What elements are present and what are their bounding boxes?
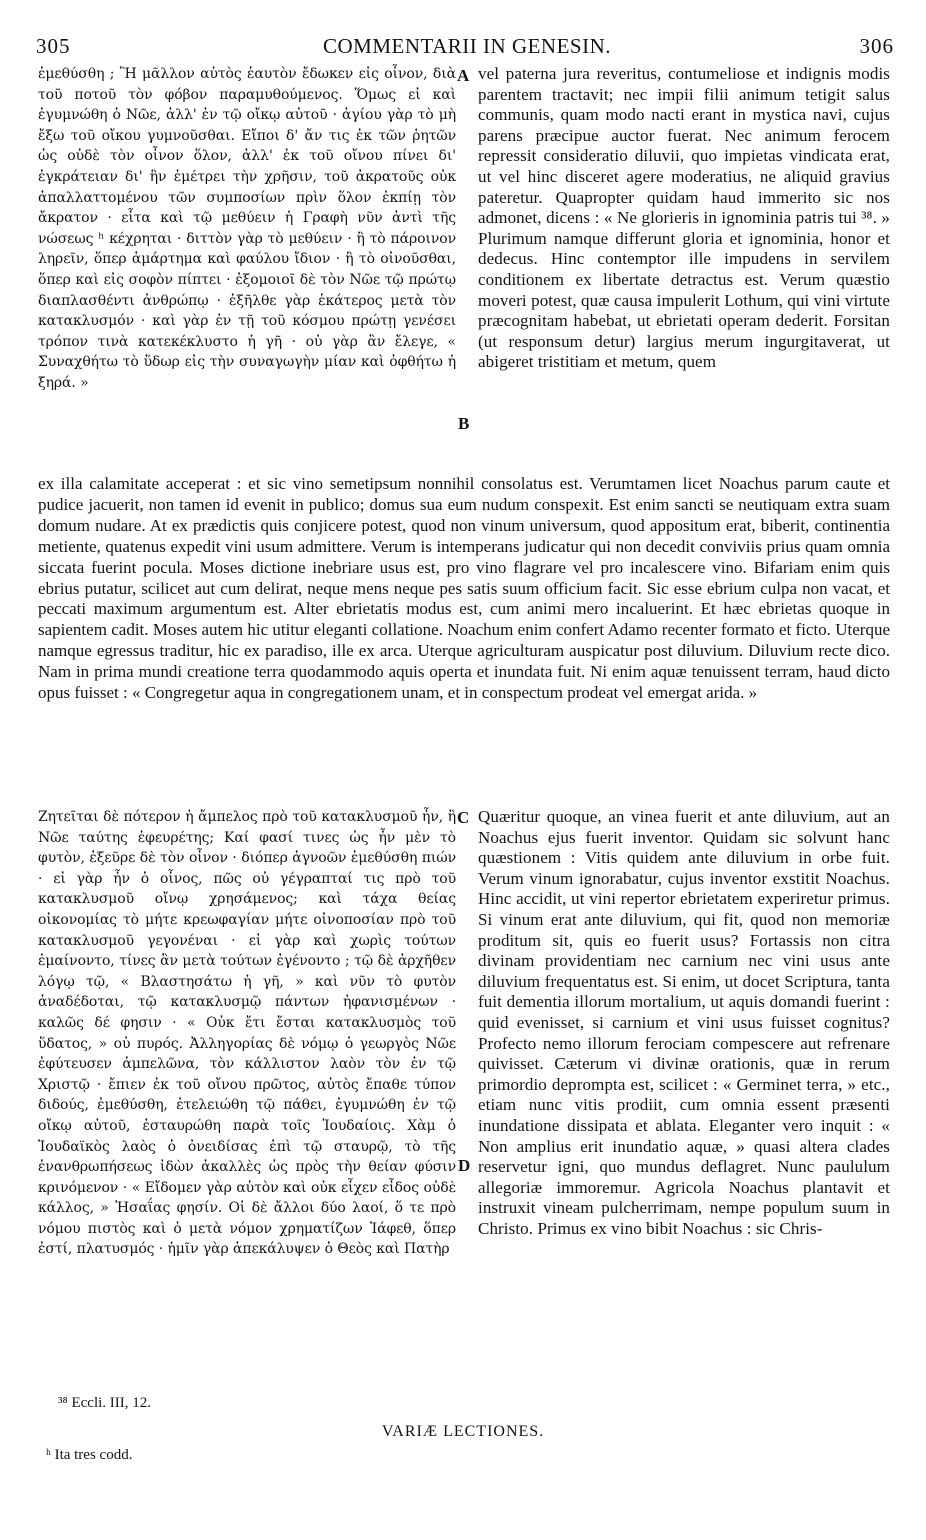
latin-column-top: vel paterna jura reveritus, contumeliose et indignis modis parentem tractavit; nec impii filii animum tetigit salus communis, quam modo nacti erant in mystica navi, cujus parens præcipue auctor fuerat. Nec animum ferocem repressit consideratio diluvii, quo impietas vindicata erat, ut vel hinc disceret agere moderatius, ne aliquid gravius pateretur. Quapropter quidam haud immerito sic nos admonet, dicens : « Ne glorieris in ignominia patris tui ³⁸. » Plurimum namque differunt gloria et ignominia, honor et dedecus. Hinc contemptor ille impudens in servilem conditionem ex libertate detractus est. Verum quæstio moveri potest, quæ causa impulerit Lothum, qui vini virtute præcognitam habebat, ut ebrietati operam dederit. Forsitan (ut responsum detur) largius merum ingurgitaverat, ut abigeret tristitiam et metum, quem — [478, 64, 890, 372]
footnote-h: ʰ Ita tres codd. — [46, 1447, 133, 1463]
greek-column-top: ἐμεθύσθη ; Ἢ μᾶλλον αὐτὸς ἑαυτὸν ἔδωκεν εἰς οἶνον, διὰ τοῦ ποτοῦ τὸν φόβον παραμυθούμενος. Ὅμως εἰ καὶ ἐγυμνώθη ὁ Νῶε, ἀλλ' ἐν τῷ οἴκῳ αὐτοῦ · ἀγίου γὰρ τὸ μὴ ἔξω τοῦ οἴκου γυμνοῦσθαι. Εἴποι δ' ἄν τις ἐκ τῶν ῥητῶν ὡς οὐδὲ τὸν οἶνον ὅλον, ἀλλ' ἐκ τοῦ οἴνου πίνει δι' ἐγκράτειαν δι' ἣν ἐμέτρει τὴν χρῆσιν, τοῦ ἀκρατοῦς οὐκ ἀπαλλαττομένου τῶν συμποσίων πρὶν ὅλον ἐκπίῃ τὸν ἄκρατον · εἶτα καὶ τῷ μεθύειν ἡ Γραφὴ νῦν ἀντὶ τῆς νώσεως ʰ κέχρηται · διττὸν γὰρ τὸ μεθύειν · ἢ τὸ πάροινον ληρεῖν, ὅπερ ἁμάρτημα καὶ φαύλου ἴδιον · ἢ τὸ οἰνοῦσθαι, ὅπερ καὶ εἰς σοφὸν πίπτει · ἐξομοιοῖ δὲ τὸν Νῶε τῷ πρώτῳ διαπλασθέντι ἀνθρώπῳ · ἐξῆλθε γὰρ ἑκάτερος μετὰ τὸν κατακλυσμόν · καὶ γὰρ ἐν τῇ τοῦ κόσμου πρώτῃ γενέσει τρόπον τινὰ κατεκέκλυστο ἡ γῆ · οὐ γὰρ ἂν ἔλεγε, « Συναχθήτω τὸ ὕδωρ εἰς τὴν συναγωγὴν μίαν καὶ ὀφθήτω ἡ ξηρά. » — [38, 66, 456, 391]
latin-full-width-paragraph: ex illa calamitate acceperat : et sic vino semetipsum nonnihil consolatus est. Verumtamen licet Noachus parum caute et pudice jacuerit, non tamen id evenit in publico; domus sua eum nudum conspexit. Est enim sancti se neutiquam extra suam domum nudare. At ex prædictis quis conjicere potest, quod non vinum universum, quod appositum erat, biberit, continentia metiente, quatenus expedit vini usum admittere. Verum is intemperans judicatur qui non decedit conviviis prius quam omnia siccata fuerint pocula. Moses dictione inebriare usus est, pro vino flagrare vel pro incalescere vino. Bifariam enim quis ebrius putatur, scilicet aut cum delirat, neque mens neque pes satis suum officium facit. Sic esse ebrium culpa non vacat, et peccati maximum argumentum est. Alter ebrietatis modus est, cum animi mero incaluerint. Et hæc ebrietas quoque in sapientem cadit. Moses autem hic utitur eleganti collatione. Noachum enim confert Adamo recenter formato et ficto. Uterque namque egressus traditur, hic ex paradiso, ille ex arca. Uterque agriculturam auspicatur post diluvium. Diluvium recte dico. Nam in prima mundi creatione terra quodammodo aquis operta et inundata fuit. Ni enim aquæ tenuissent terram, haud dicto opus fuisset : « Congregetur aqua in congregationem unam, et in conspectum prodeat vel emergat arida. » — [38, 474, 890, 703]
latin-column-bottom: Quæritur quoque, an vinea fuerit et ante diluvium, aut an Noachus ejus fuerit inventor. Quidam sic solvunt hanc quæstionem : Vitis quidem ante diluvium in orbe fuit. Verum vinum ignorabatur, cujus inventor exstitit Noachus. Hinc accidit, ut vini repertor ebrietatem experiretur primus. Si vinum erat ante diluvium, qui fit, quod non memoriæ proditum sit, quis eo fuerit usus? Fortassis non citra divinam providentiam nec carnium nec vini usus ante diluvium frequentatus est. Si enim, ut docet Scriptura, tanta fuit dementia illorum mortalium, ut aquis domandi fuerint : quid evenisset, si carnium et vini usus fuisset cognitus? Profecto nemo illorum ferociam compescere aut refrenare quivisset. Cæterum vi divinæ orationis, quæ in rerum primordio deprompta est, scilicet : « Germinet terra, » etc., etiam nunc vitis prodiit, cum omnia essent præsenti inundatione dissipata et ablata. Eleganter vero inquit : « Non amplius erit inundatio aquæ, » quasi altera clades reservetur igni, quo mundus deflagret. Nunc paululum allegoriæ immoremur. Agricola Noachus plantavit et instruxit vineam pulcherrimam, nempe populum suum in Christo. Primus ex vino bibit Noachus : sic Chris- — [478, 807, 890, 1238]
footnote-38: ³⁸ Eccli. III, 12. — [58, 1395, 152, 1411]
running-title: COMMENTARII IN GENESIN. — [322, 34, 612, 58]
variae-lectiones-heading: VARIÆ LECTIONES. — [381, 1423, 545, 1440]
page-number-left: 305 — [36, 34, 71, 58]
running-header — [32, 34, 902, 64]
page-number-right: 306 — [859, 34, 894, 58]
greek-column-bottom: Ζητεῖται δὲ πότερον ἡ ἄμπελος πρὸ τοῦ κατακλυσμοῦ ἦν, ἢ Νῶε ταύτης ἐφευρέτης; Καί φασί τινες ὡς ἦν μὲν τὸ φυτὸν, ἐξεῦρε δὲ τὸν οἶνον · διόπερ ἀγνοῶν ἐμεθύσθη πιών · εἰ γὰρ ἦν ὁ οἶνος, πῶς οὐ γέγραπταί τις πρὸ τοῦ κατακλυσμοῦ οἴνῳ χρησάμενος; καὶ τάχα θείας οἰκονομίας τὸ μήτε κρεωφαγίαν μήτε οἰνοποσίαν πρὸ τοῦ κατακλυσμοῦ γεγονέναι · εἰ γὰρ καὶ χωρὶς τούτων ἐμαίνοντο, τίνες ἂν μετὰ τούτων ἐγένοντο ; τῷ δὲ ἀρχῆθεν λόγῳ τῷ, « Βλαστησάτω ἡ γῆ, » καὶ νῦν τὸ φυτὸν ἀναδέδοται, τῷ κατακλυσμῷ πάντων ἠφανισμένων · καλῶς δέ φησιν · « Οὐκ ἔτι ἔσται κατακλυσμὸς τοῦ ὕδατος, » οὐ πυρός. Ἀλληγορίας δὲ νόμῳ ὁ γεωργὸς Νῶε ἐφύτευσεν ἀμπελῶνα, τὸν κάλλιστον λαὸν τὸν ἐν τῷ Χριστῷ · ἔπιεν ἐκ τοῦ οἴνου πρῶτος, αὐτὸς ἔπαθε τύπον διδούς, ἐμεθύσθη, ἐτελειώθη τῷ πάθει, ἐγυμνώθη ἐν τῷ οἴκῳ αὐτοῦ, ἐσταυρώθη παρὰ τοῖς Ἰουδαίοις. Χὰμ ὁ Ἰουδαϊκὸς λαὸς ὁ ὀνειδίσας ἐπὶ τῷ σταυρῷ, τὸ τῆς ἐνανθρωπήσεως ἰδὼν ἀκαλλὲς ὡς πρὸς τὴν θείαν φύσιν κρινόμενον · « Εἴδομεν γὰρ αὐτὸν καὶ οὐκ εἶχεν εἶδος οὐδὲ κάλλος, » Ἠσαΐας φησίν. Οἱ δὲ ἄλλοι δύο λαοί, ὅ τε πρὸ νόμου πιστὸς καὶ ὁ μετὰ νόμον χρηματίζων Ἰάφεθ, ὅπερ ἐστί, πλατυσμός · ἡμῖν γὰρ ἀπεκάλυψεν ὁ Θεὸς καὶ Πατὴρ — [38, 809, 456, 1258]
section-marker-b: B — [458, 414, 470, 433]
section-marker-c: C — [457, 808, 470, 827]
section-marker-d: D — [458, 1156, 471, 1175]
section-marker-a: A — [457, 66, 470, 85]
